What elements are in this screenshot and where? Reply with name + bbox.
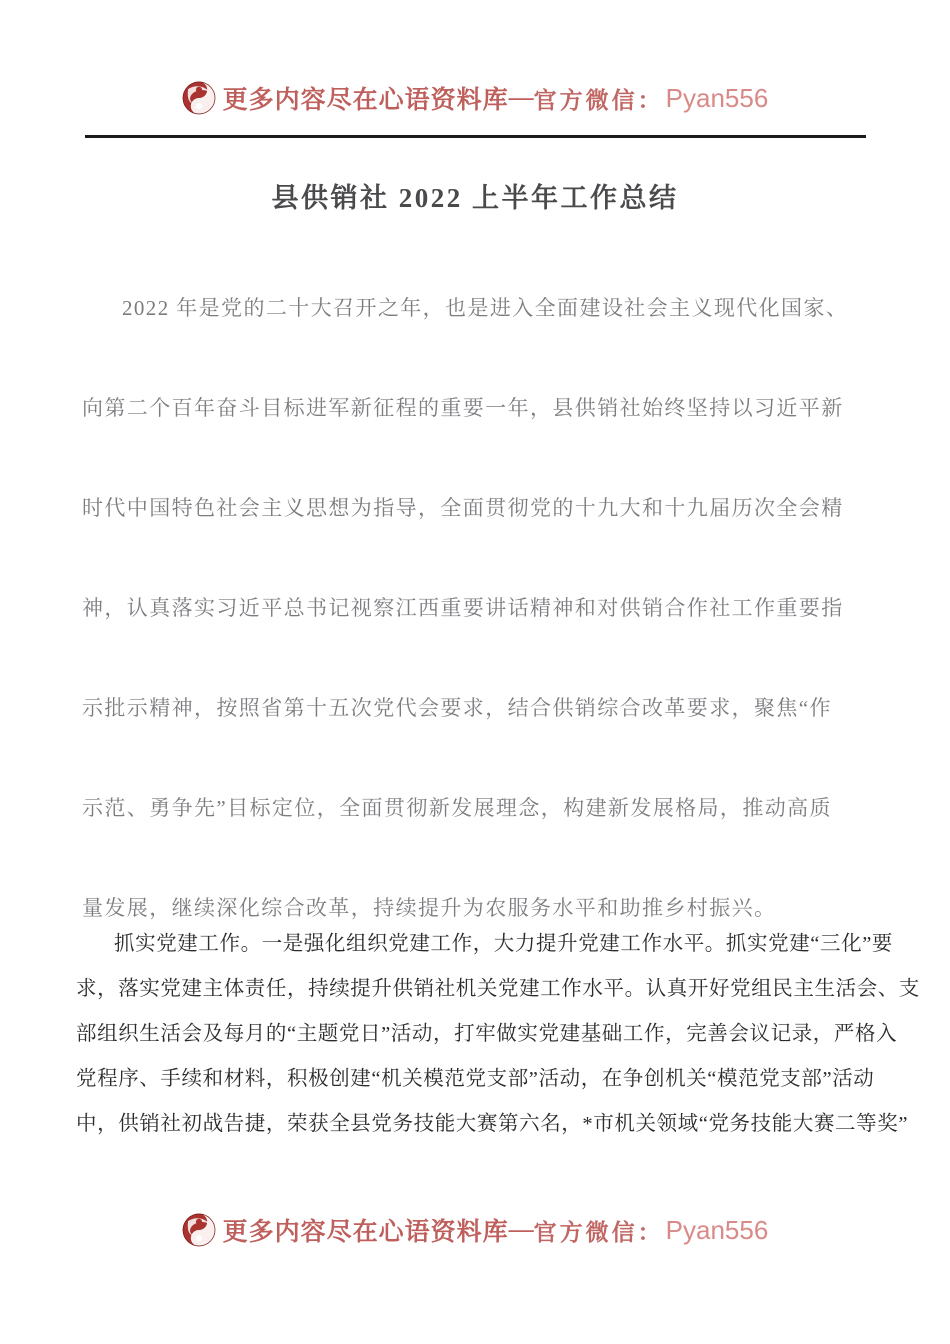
paragraph-line: 示范、勇争先”目标定位，全面贯彻新发展理念，构建新发展格局，推动高质 xyxy=(82,796,832,820)
header-watermark xyxy=(0,80,950,116)
yin-yang-swirl-logo-icon xyxy=(182,81,216,115)
header-divider xyxy=(85,135,866,138)
paragraph-line: 党程序、手续和材料，积极创建“机关模范党支部”活动，在争创机关“模范党支部”活动 xyxy=(76,1068,875,1090)
paragraph-line: 求，落实党建主体责任，持续提升供销社机关党建工作水平。认真开好党组民主生活会、支 xyxy=(76,978,920,1000)
paragraph-line: 中，供销社初战告捷，荣获全县党务技能大赛第六名，*市机关领域“党务技能大赛二等奖” xyxy=(76,1113,909,1135)
watermark-wechat-label: 官方微信： xyxy=(533,87,664,113)
paragraph-line: 神，认真落实习近平总书记视察江西重要讲话精神和对供销合作社工作重要指 xyxy=(82,596,844,620)
paragraph-line: 量发展，继续深化综合改革，持续提升为农服务水平和助推乡村振兴。 xyxy=(82,896,777,920)
watermark-main-text: 更多内容尽在心语资料库 xyxy=(222,1219,509,1246)
paragraph-line: 示批示精神，按照省第十五次党代会要求，结合供销综合改革要求，聚焦“作 xyxy=(82,696,832,720)
paragraph-line: 部组织生活会及每月的“主题党日”活动，打牢做实党建基础工作，完善会议记录，严格入 xyxy=(76,1023,898,1045)
watermark-dash: — xyxy=(508,1216,534,1243)
yin-yang-swirl-logo-icon xyxy=(182,1213,216,1247)
watermark-main-text: 更多内容尽在心语资料库 xyxy=(222,87,509,114)
paragraph-line: 2022 年是党的二十大召开之年，也是进入全面建设社会主义现代化国家、 xyxy=(122,296,849,320)
watermark-wechat-label: 官方微信： xyxy=(533,1219,664,1245)
party-building-paragraph xyxy=(76,922,920,1147)
watermark-dash: — xyxy=(508,84,534,111)
paragraph-line: 向第二个百年奋斗目标进军新征程的重要一年，县供销社始终坚持以习近平新 xyxy=(82,396,844,420)
intro-paragraph xyxy=(82,258,872,958)
page-title: 县供销社 2022 上半年工作总结 xyxy=(271,183,679,213)
watermark-wechat-id: Pyan556 xyxy=(665,82,769,113)
footer-watermark xyxy=(0,1212,950,1248)
watermark-wechat-id: Pyan556 xyxy=(665,1214,769,1245)
paragraph-line: 时代中国特色社会主义思想为指导，全面贯彻党的十九大和十九届历次全会精 xyxy=(82,496,844,520)
paragraph-line: 抓实党建工作。一是强化组织党建工作，大力提升党建工作水平。抓实党建“三化”要 xyxy=(114,933,893,955)
